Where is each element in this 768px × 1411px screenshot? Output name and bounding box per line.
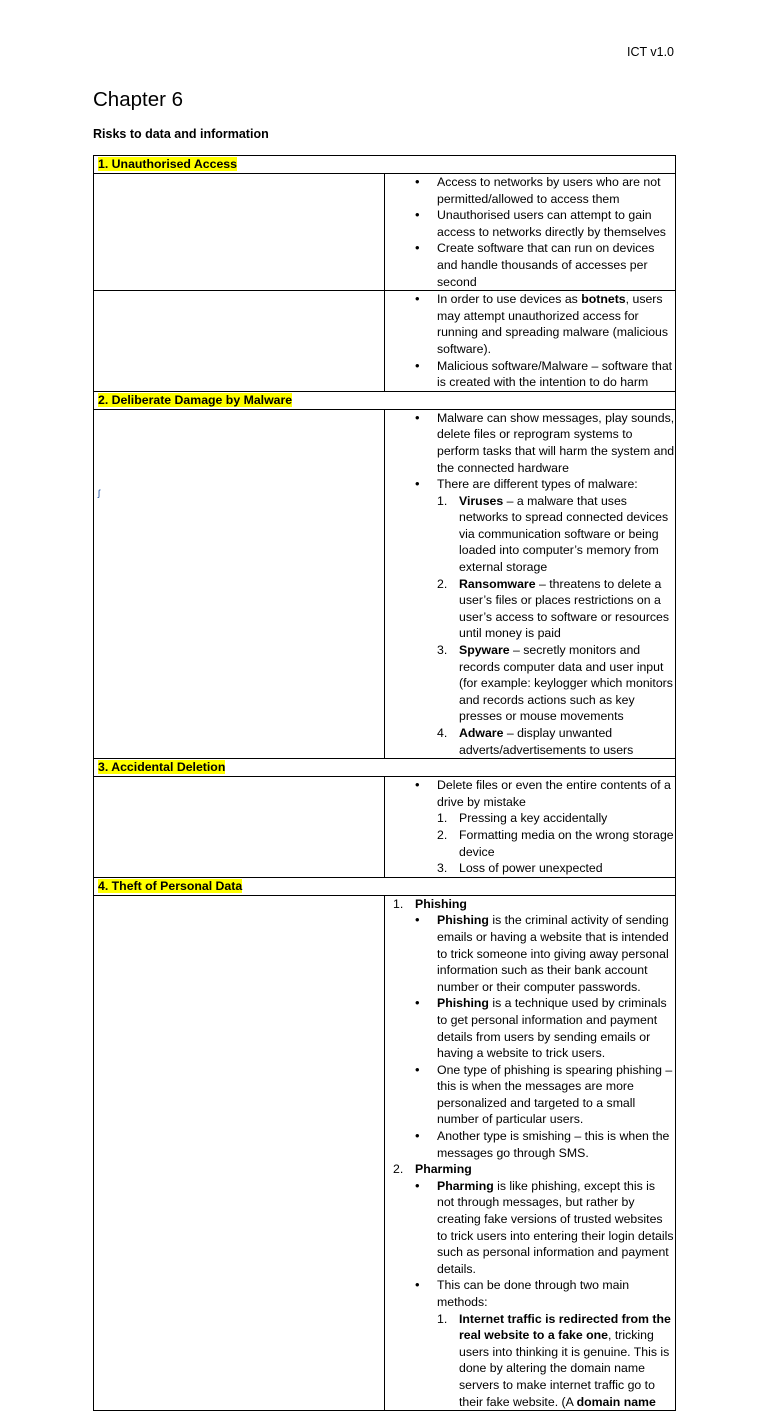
stray-mark: ʃ — [98, 488, 100, 498]
pharming-methods-list — [437, 1311, 675, 1411]
list-item: • Delete files or even the entire contents of a drive by mistake 1. Pressing a key accidentally 2. Formatting media on the wrong storage device 3. Loss of power unexpected — [415, 777, 675, 877]
malware-types-list — [437, 493, 675, 759]
list-item: 2. Ransomware – threatens to delete a user’s files or places restrictions on a user’s access to software or resources until money is paid — [437, 576, 670, 641]
list-item: • Phishing is a technique used by criminals to get personal information and payment details from users by sending emails or having a website to trick users. — [415, 995, 675, 1061]
list-item: 2. Pharming • Pharming is like phishing, except this is not through messages, but rather by creating fake versions of trusted websites to trick users into entering their login details such as personal information and payment details. • This can be done through two main methods: 1. Internet traffic is redirected from the real website to a fake one, tricking users into thinking it is genuine. This is done by altering the domain name servers to make internet traffic go to their fake website. (A domain name — [393, 1161, 675, 1410]
table-row — [94, 409, 676, 758]
list-item: • Unauthorised users can attempt to gain access to networks directly by themselves — [415, 207, 675, 240]
page-title: Chapter 6 — [93, 88, 184, 111]
list-item: • Phishing is the criminal activity of sending emails or having a website that is intended to trick someone into giving away personal information such as their bank account number or their computer passwords. — [415, 912, 675, 995]
risks-table — [93, 155, 676, 1411]
table-row — [94, 174, 676, 291]
section-heading-accidental-deletion: 3. Accidental Deletion — [98, 760, 226, 775]
section-heading-row — [94, 391, 676, 409]
list-item: • There are different types of malware: 1. Viruses – a malware that uses networks to spread connected devices via communication software or being loaded into computer’s memory from external storage 2. Ransomware – threatens to delete a user’s files or places restrictions on a user’s access to software or resources until money is paid 3. Spyware – secretly monitors and records computer data and user input (for example: keylogger which monitors and records actions such as key presses or mouse movements 4. Adware – display unwanted adverts/advertisements to users — [415, 476, 675, 758]
page-subtitle: Risks to data and information — [93, 127, 269, 141]
list-item: • Create software that can run on devices and handle thousands of accesses per second — [415, 240, 675, 290]
section-heading-row — [94, 759, 676, 777]
list-item: • Malicious software/Malware – software that is created with the intention to do harm — [415, 358, 675, 391]
list-item: • Malware can show messages, play sounds, delete files or reprogram systems to perform tasks that will harm the system and the connected hardware — [415, 410, 675, 476]
list-item: • One type of phishing is spearing phishing – this is when the messages are more personalized and targeted to a small number of particular users. — [415, 1062, 675, 1128]
theft-methods-list — [393, 896, 675, 1410]
list-item: • Another type is smishing – this is when the messages go through SMS. — [415, 1128, 675, 1161]
table-row — [94, 895, 676, 1410]
bullet-list — [415, 174, 675, 290]
list-item: 1. Viruses – a malware that uses networks to spread connected devices via communication software or being loaded into computer’s memory from external storage — [437, 493, 669, 575]
table-row — [94, 777, 676, 878]
list-item: 1. Pressing a key accidentally — [437, 811, 608, 826]
list-item: 1. Internet traffic is redirected from the real website to a fake one, tricking users into thinking it is genuine. This is done by altering the domain name servers to make internet traffic go to their fake website. (A domain name — [437, 1311, 671, 1409]
deletion-causes-list — [437, 810, 675, 876]
section-heading-deliberate-damage: 2. Deliberate Damage by Malware — [98, 392, 293, 407]
list-item: 4. Adware – display unwanted adverts/advertisements to users — [437, 726, 634, 757]
list-item: 3. Spyware – secretly monitors and records computer data and user input (for example: keylogger which monitors and records actions such as key presses or mouse movements — [437, 643, 673, 724]
list-item: • This can be done through two main methods: 1. Internet traffic is redirected from the real website to a fake one, tricking users into thinking it is genuine. This is done by altering the domain name servers to make internet traffic go to their fake website. (A domain name — [415, 1277, 675, 1410]
bullet-list — [415, 1178, 675, 1410]
list-item: 3. Loss of power unexpected — [437, 861, 603, 876]
bullet-list — [415, 291, 675, 391]
list-item: 1. Phishing • Phishing is the criminal activity of sending emails or having a website that is intended to trick someone into giving away personal information such as their bank account number or their computer passwords. • Phishing is a technique used by criminals to get personal information and payment details from users by sending emails or having a website to trick users. • One type of phishing is spearing phishing – this is when the messages are more personalized and targeted to a small number of particular users. • Another type is smishing – this is when the messages go through SMS. — [393, 896, 675, 1162]
list-item: 2. Formatting media on the wrong storage device — [437, 827, 674, 859]
bullet-list — [415, 410, 675, 758]
document-version: ICT v1.0 — [626, 45, 674, 59]
list-item: • Access to networks by users who are not permitted/allowed to access them — [415, 174, 675, 207]
section-heading-unauthorised-access: 1. Unauthorised Access — [98, 157, 237, 171]
section-heading-theft-personal-data: 4. Theft of Personal Data — [98, 878, 243, 893]
list-item: • In order to use devices as botnets, users may attempt unauthorized access for running and spreading malware (malicious software). — [415, 291, 675, 357]
section-heading-row — [94, 156, 676, 174]
bullet-list — [415, 777, 675, 877]
section-heading-row — [94, 877, 676, 895]
table-row — [94, 291, 676, 392]
bullet-list — [415, 912, 675, 1161]
list-item: • Pharming is like phishing, except this is not through messages, but rather by creating fake versions of trusted websites to trick users into entering their login details such as personal information and payment details. — [415, 1178, 675, 1278]
